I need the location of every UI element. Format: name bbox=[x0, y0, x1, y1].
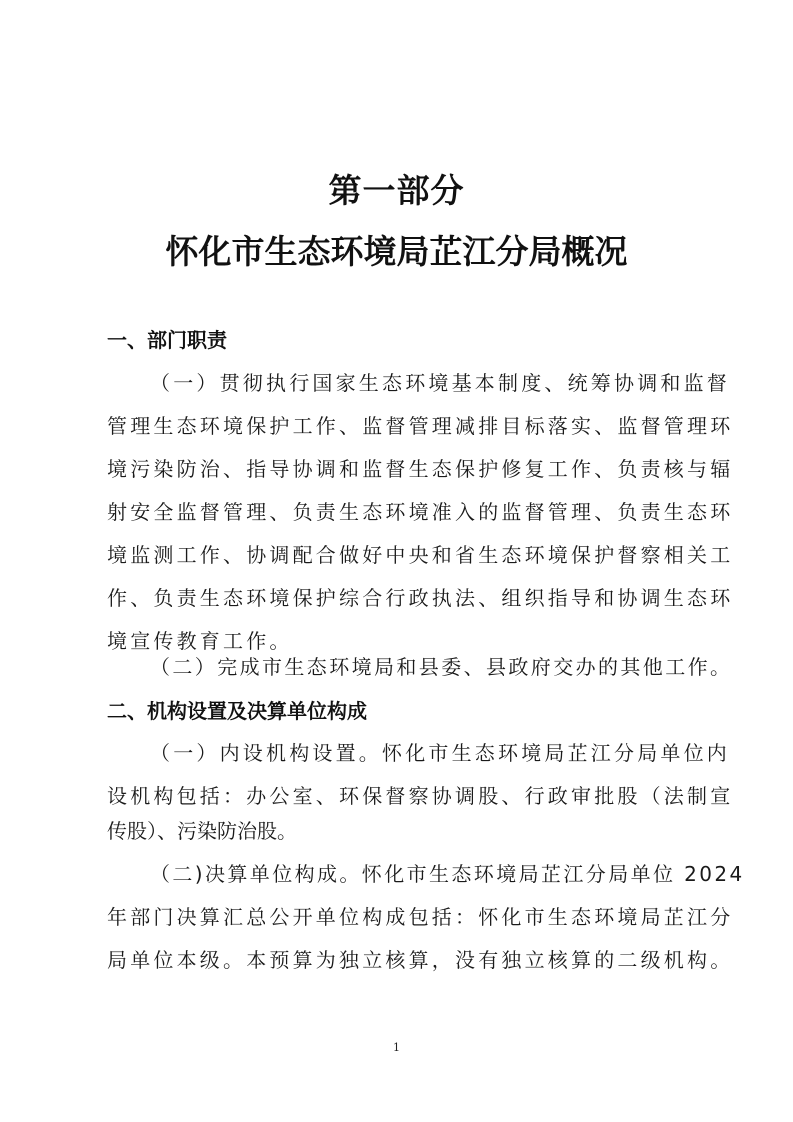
paragraph-line: （二)决算单位构成。怀化市生态环境局芷江分局单位 2024 bbox=[150, 862, 745, 886]
paragraph-line: （一）贯彻执行国家生态环境基本制度、统筹协调和监督 bbox=[150, 371, 730, 395]
part-title: 第一部分 bbox=[328, 171, 465, 210]
paragraph-line: （二）完成市生态环境局和县委、县政府交办的其他工作。 bbox=[150, 655, 733, 679]
paragraph-line: 年部门决算汇总公开单位构成包括：怀化市生态环境局芷江分 bbox=[107, 905, 734, 929]
paragraph-line: 作、负责生态环境保护综合行政执法、组织指导和协调生态环 bbox=[107, 586, 734, 610]
page-number: 1 bbox=[393, 1041, 400, 1054]
paragraph-line: 管理生态环境保护工作、监督管理减排目标落实、监督管理环 bbox=[107, 414, 734, 438]
paragraph-line: 境监测工作、协调配合做好中央和省生态环境保护督察相关工 bbox=[107, 543, 734, 567]
section-heading-structure: 二、机构设置及决算单位构成 bbox=[107, 699, 367, 723]
paragraph-line: （一）内设机构设置。怀化市生态环境局芷江分局单位内 bbox=[150, 741, 730, 765]
paragraph-line: 境宣传教育工作。 bbox=[107, 629, 293, 653]
paragraph-line: 射安全监督管理、负责生态环境准入的监督管理、负责生态环 bbox=[107, 500, 734, 524]
page-title: 怀化市生态环境局芷江分局概况 bbox=[165, 232, 628, 271]
paragraph-line: 境污染防治、指导协调和监督生态保护修复工作、负责核与辐 bbox=[107, 457, 734, 481]
section-heading-duties: 一、部门职责 bbox=[107, 328, 227, 352]
paragraph-line: 局单位本级。本预算为独立核算，没有独立核算的二级机构。 bbox=[107, 948, 734, 972]
paragraph-line: 传股）、污染防治股。 bbox=[107, 819, 297, 843]
paragraph-line: 设机构包括：办公室、环保督察协调股、行政审批股（法制宣 bbox=[107, 784, 734, 808]
